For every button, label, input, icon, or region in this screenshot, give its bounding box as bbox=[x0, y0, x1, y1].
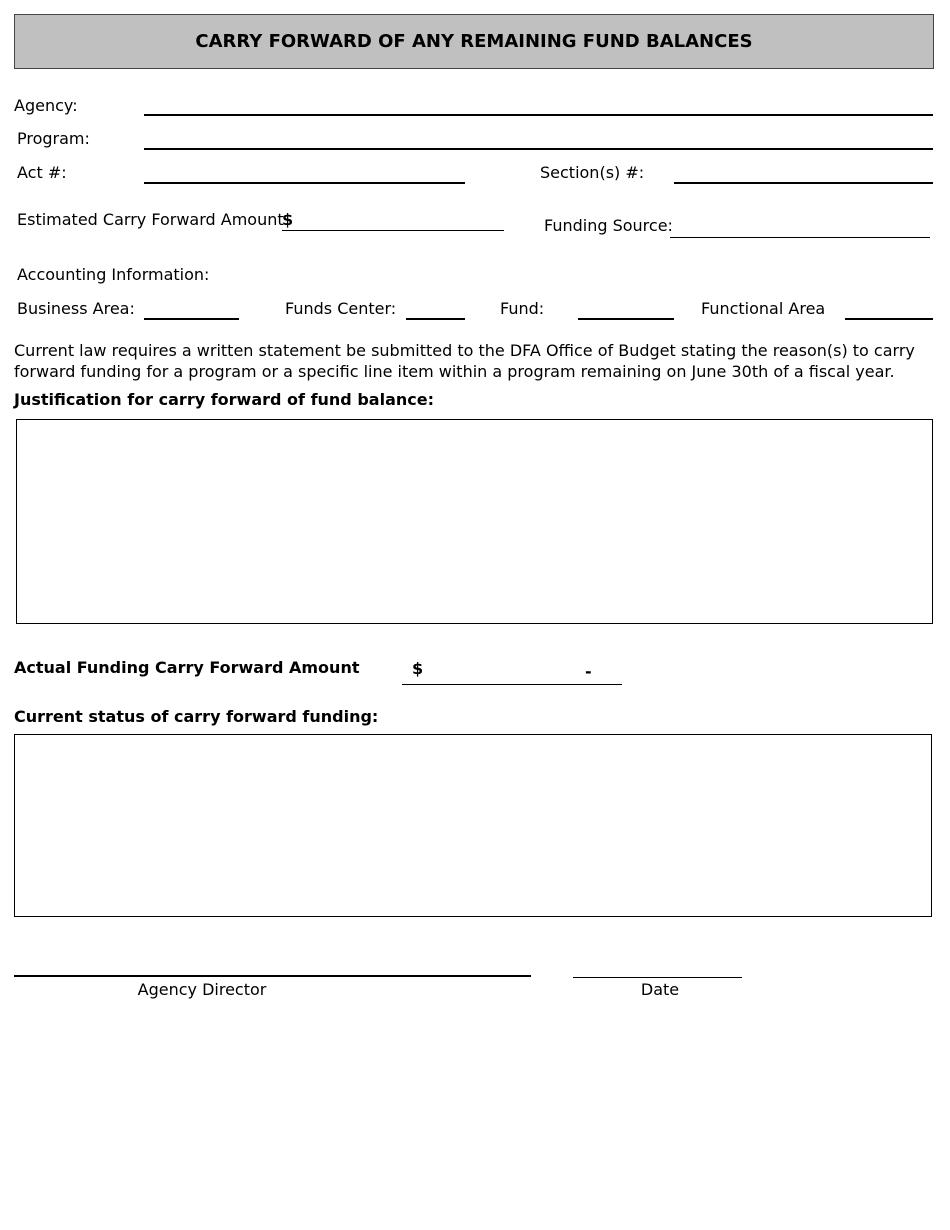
statement-text: Current law requires a written statement be submitted to the DFA Office of Budget stating the reason(s) to carry forward funding for a program or a specific line item within a program remaining on June 30th of a fiscal year. bbox=[14, 341, 915, 381]
program-field[interactable] bbox=[144, 148, 933, 150]
fund-field[interactable] bbox=[578, 318, 674, 320]
act-field[interactable] bbox=[144, 182, 465, 184]
program-label: Program: bbox=[17, 129, 90, 148]
accounting-info-label: Accounting Information: bbox=[17, 265, 210, 284]
justification-label: Justification for carry forward of fund balance: bbox=[14, 390, 434, 409]
agency-label: Agency: bbox=[14, 96, 78, 115]
funding-source-field[interactable] bbox=[670, 237, 930, 238]
business-area-field[interactable] bbox=[144, 318, 239, 320]
functional-area-label: Functional Area bbox=[701, 299, 826, 318]
status-label: Current status of carry forward funding: bbox=[14, 707, 379, 726]
actual-currency: $ bbox=[412, 659, 424, 678]
form-title: CARRY FORWARD OF ANY REMAINING FUND BALANCES bbox=[14, 14, 934, 69]
sections-label: Section(s) #: bbox=[540, 163, 645, 182]
estimated-amount-label: Estimated Carry Forward Amount bbox=[17, 210, 284, 229]
director-label: Agency Director bbox=[137, 980, 267, 999]
director-signature-line[interactable] bbox=[14, 975, 531, 977]
agency-field[interactable] bbox=[144, 114, 933, 116]
estimated-currency: $ bbox=[282, 210, 294, 229]
date-label: Date bbox=[640, 980, 680, 999]
funds-center-field[interactable] bbox=[406, 318, 465, 320]
funds-center-label: Funds Center: bbox=[285, 299, 397, 318]
functional-area-field[interactable] bbox=[845, 318, 933, 320]
estimated-amount-field[interactable] bbox=[282, 230, 504, 231]
fund-label: Fund: bbox=[500, 299, 545, 318]
sections-field[interactable] bbox=[674, 182, 933, 184]
business-area-label: Business Area: bbox=[17, 299, 135, 318]
actual-amount-field[interactable] bbox=[402, 684, 622, 685]
funding-source-label: Funding Source: bbox=[544, 216, 673, 235]
justification-textarea[interactable] bbox=[16, 419, 933, 624]
status-textarea[interactable] bbox=[14, 734, 932, 917]
act-label: Act #: bbox=[17, 163, 67, 182]
actual-amount-value: - bbox=[585, 662, 592, 681]
actual-amount-label: Actual Funding Carry Forward Amount bbox=[14, 658, 360, 677]
date-line[interactable] bbox=[573, 977, 742, 978]
